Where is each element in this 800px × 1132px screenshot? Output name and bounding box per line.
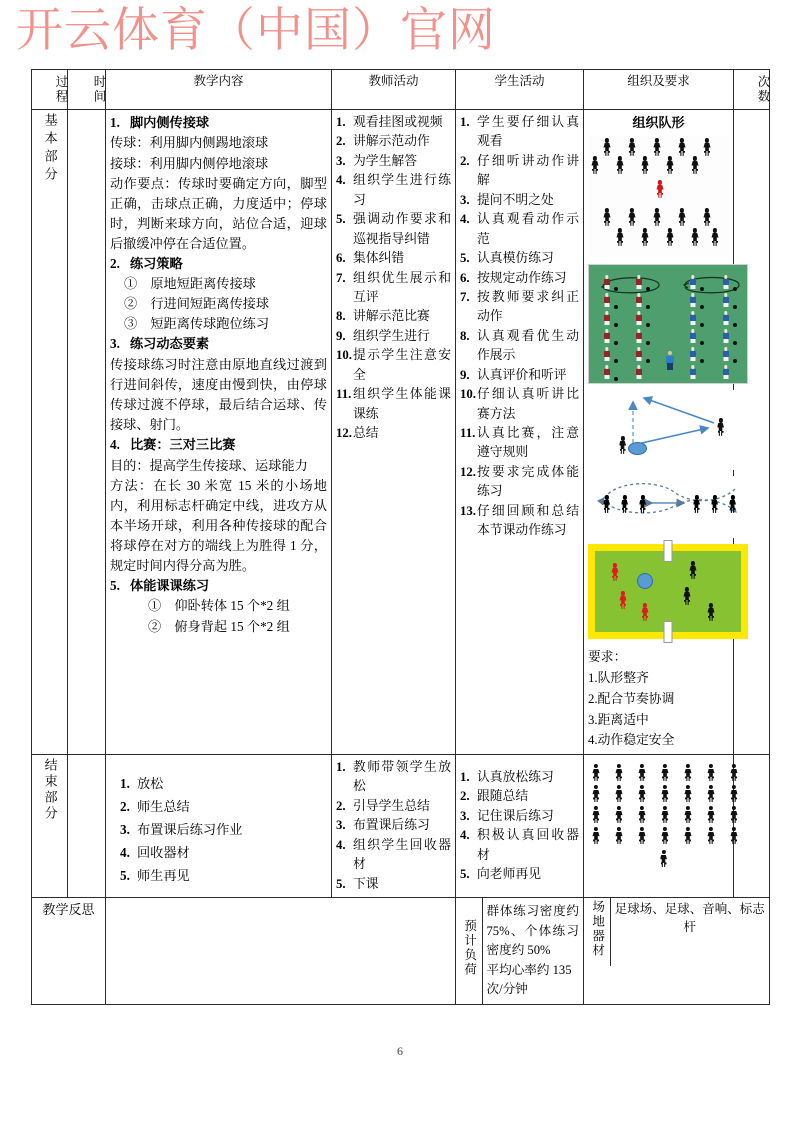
requirements-title: 要求：: [588, 650, 627, 665]
teacher-activity-item-number: 6.: [336, 251, 346, 266]
equipment-label-text: 场地器材: [590, 900, 605, 959]
student-activity-item-number: 9.: [460, 367, 470, 382]
student-activity-item: [460, 327, 579, 366]
end-student-activity-item: [460, 807, 579, 826]
reflection-value-cell: [106, 898, 456, 1005]
organization-requirements: [588, 645, 729, 751]
student-activity-item: [460, 502, 579, 541]
content-line: 目的：提高学生传接球、运球能力: [110, 457, 308, 473]
requirement-item: 3.距离适中: [588, 712, 649, 727]
content-line: 动作要点：传球时要确定方向，脚型正确，击球点正确，力度适中；停球时，判断来球方向，站位合适，迎球后撤缓冲停在合适位置。: [110, 175, 327, 251]
main-process-label-text: 基本部分: [42, 113, 58, 185]
ending-formation-diagram: [588, 762, 758, 874]
load-label-text: 预计负荷: [462, 919, 477, 978]
student-activity-item-text: 认真观看动作示范: [477, 212, 579, 246]
equipment-label-cell: [584, 898, 610, 966]
end-teacher-activity-item: [336, 875, 451, 894]
load-label-cell: [456, 898, 482, 1004]
end-content-item: [120, 841, 327, 864]
end-teacher-cell: [332, 755, 456, 898]
table-row-footer: [32, 898, 770, 1005]
end-content-item-text: 回收器材: [137, 845, 190, 861]
main-student-cell: [456, 110, 584, 755]
end-content-item-number: 3.: [120, 822, 130, 838]
end-student-activity-item: [460, 826, 579, 865]
teacher-activity-item-number: 1.: [336, 115, 346, 129]
teacher-activity-item: [336, 152, 451, 171]
content-heading: [110, 254, 327, 274]
student-activity-item: [460, 269, 579, 288]
equipment-value-cell: 足球场、足球、音响、标志杆: [614, 902, 765, 934]
end-teacher-activity-item-text: 下课: [353, 876, 379, 891]
student-activity-item-text: 仔细回顾和总结本节课动作练习: [477, 503, 579, 538]
header-content: 教学内容: [106, 70, 332, 110]
student-activity-item: [460, 249, 579, 268]
end-teacher-activity-item-number: 4.: [336, 837, 346, 852]
teacher-activity-item-number: 8.: [336, 309, 346, 324]
student-activity-item-text: 认真模仿练习: [477, 251, 554, 266]
student-activity-item-number: 12.: [460, 464, 476, 479]
end-content-item-number: 4.: [120, 845, 130, 861]
content-heading-text: 脚内侧传接球: [130, 115, 210, 130]
end-student-activity-item: [460, 787, 579, 806]
teacher-activity-item-number: 10.: [336, 348, 352, 363]
student-activity-item-number: 10.: [460, 387, 476, 402]
main-content-cell: [106, 110, 332, 755]
student-activity-item: [460, 191, 579, 210]
teacher-activity-item-number: 11.: [336, 387, 352, 402]
teacher-activity-item: [336, 113, 451, 132]
teacher-activity-item: [336, 132, 451, 151]
student-activity-item-number: 11.: [460, 426, 476, 440]
end-content-item-number: 2.: [120, 799, 130, 815]
student-activity-item-text: 学生要仔细认真观看: [477, 115, 579, 149]
page-watermark-title: 开云体育（中国）官网: [16, 5, 496, 57]
end-content-item: [120, 795, 327, 818]
student-activity-item-text: 仔细认真听讲比赛方法: [477, 387, 579, 421]
end-teacher-activity-item-text: 教师带领学生放松: [353, 760, 451, 794]
end-student-activity-item-number: 2.: [460, 789, 470, 804]
teacher-activity-item-text: 总结: [353, 426, 379, 440]
content-line: ③ 短距离传球跑位练习: [124, 316, 270, 332]
instructor-figure-icon: [656, 180, 665, 197]
end-teacher-activity-item-number: 2.: [336, 798, 346, 813]
student-activity-item-number: 5.: [460, 251, 470, 266]
end-student-activity-item-number: 4.: [460, 828, 470, 843]
end-content-item-text: 放松: [137, 776, 164, 792]
teacher-activity-item-number: 4.: [336, 173, 346, 188]
end-student-cell: [456, 755, 584, 898]
student-activity-item: [460, 385, 579, 424]
end-content-cell: [106, 755, 332, 898]
student-activity-item: [460, 366, 579, 385]
end-teacher-activity-item-text: 组织学生回收器材: [353, 837, 451, 872]
student-activity-item-text: 按要求完成体能练习: [477, 464, 579, 499]
student-activity-item: [460, 424, 579, 463]
student-activity-item-number: 4.: [460, 212, 470, 227]
teacher-activity-item: [336, 171, 451, 210]
teacher-activity-item-text: 组织优生展示和互评: [353, 270, 451, 304]
content-heading-number: 1.: [110, 115, 120, 130]
end-student-activity-item-text: 记住课后练习: [477, 808, 554, 823]
teacher-activity-item-text: 讲解示范比赛: [353, 309, 430, 324]
shuttle-arrows-icon: [588, 476, 748, 538]
student-activity-item-number: 8.: [460, 328, 470, 343]
table-row-main-section: [32, 110, 770, 755]
student-activity-item: [460, 152, 579, 191]
teacher-activity-item-text: 强调动作要求和巡视指导纠错: [353, 212, 451, 246]
end-student-activity-item-number: 3.: [460, 808, 470, 823]
content-heading-number: 3.: [110, 336, 120, 352]
student-activity-item-number: 1.: [460, 115, 470, 129]
student-activity-item-text: 按教师要求纠正动作: [477, 289, 579, 324]
triangle-passing-diagram: [588, 390, 748, 470]
content-line: ② 行进间短距离传接球: [124, 296, 270, 312]
content-line: ② 俯身背起 15 个*2 组: [148, 618, 290, 634]
content-line: ① 原地短距离传接球: [124, 276, 256, 292]
header-process: 过程: [32, 70, 68, 110]
content-line: ① 仰卧转体 15 个*2 组: [148, 598, 290, 614]
content-heading-text: 练习动态要素: [130, 336, 210, 352]
main-process-label: [32, 110, 68, 755]
organization-formation-title: 组织队形: [632, 115, 685, 130]
content-heading: [110, 113, 327, 133]
teacher-activity-item-number: 5.: [336, 212, 346, 227]
table-row-end-section: [32, 755, 770, 898]
teacher-activity-item: [336, 269, 451, 308]
content-line: 传接球练习时注意由原地直线过渡到行进间斜传，速度由慢到快，由停球传球过渡不停球，最后结合运球、传接球、射门。: [110, 356, 327, 433]
load-value-heartrate: 平均心率约 135 次/分钟: [486, 962, 572, 997]
end-student-activity-item-number: 5.: [460, 867, 470, 882]
page-number: 6: [397, 1044, 403, 1058]
formation-diagram: [589, 136, 729, 258]
passing-drill-field-diagram: [588, 264, 748, 384]
end-content-item: [120, 864, 327, 887]
ball-icon: [637, 573, 653, 589]
header-student-activity: 学生活动: [456, 70, 584, 110]
end-student-activity-item-text: 向老师再见: [477, 867, 541, 882]
teacher-activity-item-text: 组织学生进行: [353, 328, 430, 343]
teacher-activity-item-number: 3.: [336, 153, 346, 168]
end-content-item: [120, 772, 327, 795]
content-heading-text: 练习策略: [130, 255, 183, 271]
table-header-row: [32, 70, 770, 110]
lesson-plan-sheet: [31, 69, 769, 1005]
teacher-activity-item: [336, 327, 451, 346]
content-line: 传球：利用脚内侧踢地滚球: [110, 135, 269, 151]
content-heading: [110, 576, 327, 596]
requirement-item: 1.队形整齐: [588, 671, 649, 686]
end-organization-cell: [584, 755, 734, 898]
end-content-item-text: 师生总结: [137, 799, 190, 815]
end-teacher-activity-item: [336, 836, 451, 875]
header-time: 时间: [68, 70, 106, 110]
content-heading: [110, 334, 327, 354]
teacher-activity-item-text: 集体纠错: [353, 251, 405, 266]
main-teacher-cell: [332, 110, 456, 755]
end-student-activity-item-number: 1.: [460, 770, 470, 785]
header-organization: 组织及要求: [584, 70, 734, 110]
teacher-activity-item-text: 为学生解答: [353, 153, 417, 168]
end-content-item: [120, 818, 327, 841]
teacher-figure-icon: [658, 850, 669, 870]
end-teacher-activity-item: [336, 758, 451, 797]
header-count: 次数: [734, 70, 770, 110]
content-heading-number: 4.: [110, 437, 120, 453]
teacher-activity-item-text: 讲解示范动作: [353, 134, 430, 149]
end-process-label-text: 结束部分: [42, 758, 58, 823]
teacher-activity-item-number: 7.: [336, 270, 346, 285]
teacher-activity-item-text: 组织学生进行练习: [353, 173, 451, 207]
load-group-cell: [456, 898, 584, 1005]
requirement-item: 2.配合节奏协调: [588, 691, 675, 706]
goal-bottom-icon: [664, 621, 673, 643]
load-value-cell: [482, 898, 583, 1004]
reflection-label-cell: [32, 898, 106, 1005]
content-heading: [110, 435, 327, 455]
student-activity-item-number: 7.: [460, 289, 470, 304]
end-teacher-activity-item-number: 5.: [336, 876, 346, 891]
end-teacher-activity-item-number: 3.: [336, 818, 346, 833]
load-value-density: 群体练习密度约 75%、个体练习密度约 50%: [486, 904, 579, 958]
student-activity-item-number: 3.: [460, 192, 470, 207]
main-time-cell: [68, 110, 106, 755]
student-activity-item-text: 提问不明之处: [477, 192, 554, 207]
end-student-activity-item: [460, 768, 579, 787]
requirement-item: 4.动作稳定安全: [588, 733, 675, 748]
teacher-activity-item: [336, 385, 451, 424]
student-activity-item: [460, 288, 579, 327]
content-line: 方法：在长 30 米宽 15 米的小场地内，利用标志杆确定中线，进攻方从本半场开球，利用各种传接球的配合将球停在对方的端线上为胜得 1 分，规定时间内得分高为胜。: [110, 477, 327, 573]
end-teacher-activity-item-text: 引导学生总结: [353, 798, 430, 813]
teacher-activity-item: [336, 424, 451, 443]
teacher-activity-item-text: 观看挂图或视频: [353, 115, 443, 129]
teacher-activity-item-text: 组织学生体能课课练: [353, 387, 451, 421]
end-teacher-activity-item: [336, 797, 451, 816]
teacher-activity-item-text: 提示学生注意安全: [353, 348, 451, 382]
teacher-activity-item: [336, 210, 451, 249]
goal-top-icon: [664, 540, 673, 562]
teacher-activity-item: [336, 346, 451, 385]
student-activity-item-text: 按规定动作练习: [477, 270, 567, 285]
end-student-activity-item-text: 认真放松练习: [477, 770, 554, 785]
end-student-activity-item-text: 积极认真回收器材: [477, 828, 579, 862]
end-student-activity-item: [460, 865, 579, 884]
end-content-item-text: 布置课后练习作业: [137, 822, 243, 838]
end-process-label: [32, 755, 68, 898]
content-line: 接球：利用脚内侧停地滚球: [110, 155, 269, 171]
student-activity-item: [460, 463, 579, 502]
student-activity-item-text: 仔细听讲动作讲解: [477, 153, 579, 188]
teacher-activity-item-number: 2.: [336, 134, 346, 149]
content-heading-number: 2.: [110, 255, 120, 271]
student-activity-item-number: 2.: [460, 153, 470, 168]
student-activity-item: [460, 113, 579, 152]
end-teacher-activity-item: [336, 816, 451, 835]
teacher-activity-item: [336, 307, 451, 326]
lesson-plan-table: [31, 69, 770, 1005]
content-heading-text: 体能课课练习: [130, 578, 210, 593]
teacher-activity-item: [336, 249, 451, 268]
end-teacher-activity-item-number: 1.: [336, 760, 346, 775]
content-heading-number: 5.: [110, 578, 120, 593]
student-activity-item-number: 13.: [460, 503, 476, 518]
small-sided-game-diagram: [588, 544, 748, 639]
end-student-activity-item-text: 跟随总结: [477, 789, 529, 804]
student-activity-item-text: 认真评价和听评: [477, 367, 567, 382]
coach-figure-icon: [665, 351, 674, 370]
main-organization-cell: [584, 110, 734, 755]
end-teacher-activity-item-text: 布置课后练习: [353, 818, 430, 833]
shuttle-drill-diagram: [588, 476, 748, 538]
teacher-activity-item-number: 9.: [336, 328, 346, 343]
end-time-cell: [68, 755, 106, 898]
content-heading-text: 比赛：三对三比赛: [130, 437, 236, 453]
end-content-item-number: 1.: [120, 776, 130, 792]
end-content-item-number: 5.: [120, 868, 130, 884]
end-content-item-text: 师生再见: [137, 868, 190, 884]
student-activity-item-text: 认真比赛，注意遵守规则: [477, 426, 579, 460]
reflection-label-text: 教学反思: [42, 902, 95, 918]
student-activity-item-number: 6.: [460, 270, 470, 285]
header-teacher-activity: 教师活动: [332, 70, 456, 110]
student-activity-item: [460, 210, 579, 249]
student-activity-item-text: 认真观看优生动作展示: [477, 328, 579, 363]
teacher-activity-item-number: 12.: [336, 426, 352, 440]
equipment-group-cell: [584, 898, 770, 1005]
